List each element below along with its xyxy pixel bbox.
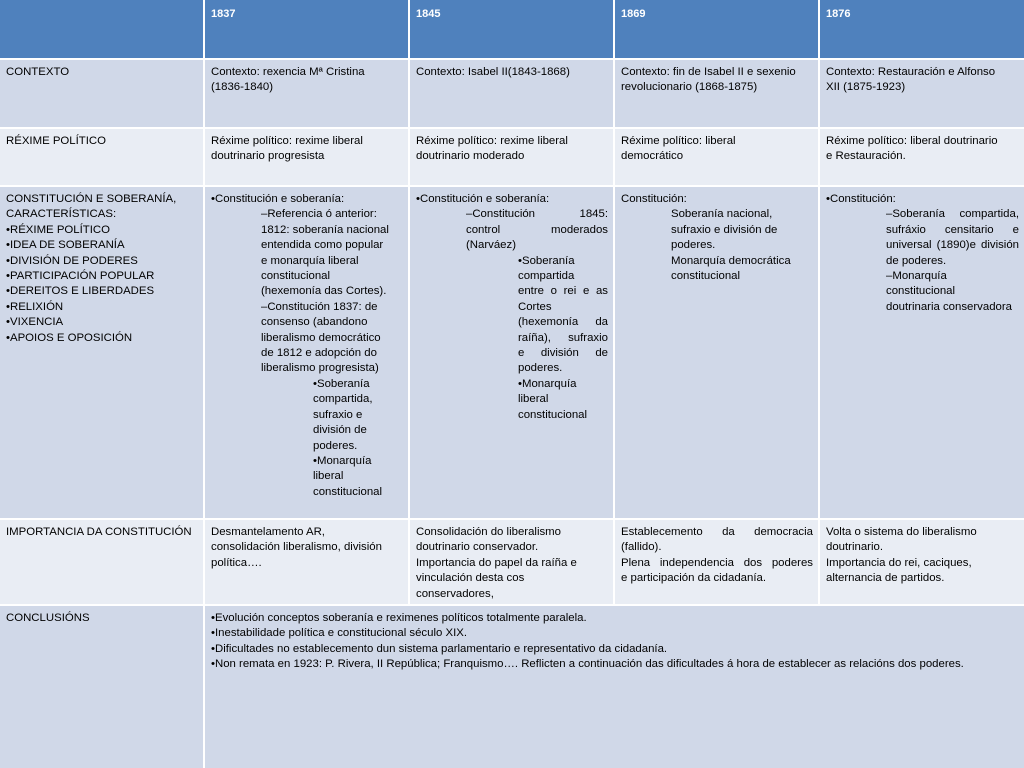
header-year	[820, 0, 1024, 58]
cell-line: Réxime político: liberal doutrinario	[826, 135, 998, 147]
table-cell	[615, 60, 818, 127]
cell-line: Importancia do papel da raíña e	[416, 556, 577, 569]
cell-line: –Constitución 1837: de	[261, 300, 378, 313]
cell-line: universal (1890)e división	[886, 239, 1019, 252]
header-year	[615, 0, 818, 58]
cell-line: •Dificultades no establecemento dun sistema parlamentario e representativo da cidadanía.	[211, 642, 668, 655]
table-cell	[615, 187, 818, 518]
cell-line: constitucional	[313, 485, 383, 498]
cell-line: Contexto: Isabel II(1843-1868)	[416, 66, 570, 78]
cell-line: •Constitución e soberanía:	[416, 193, 550, 205]
cell-line: –Soberanía compartida,	[886, 208, 1019, 221]
cell-line: doutrinario progresista	[211, 150, 325, 163]
cell-line: de poderes.	[886, 254, 947, 267]
cell-line: e Restauración.	[826, 150, 906, 163]
table-cell	[410, 129, 613, 185]
cell-line: sufraxio e	[313, 408, 363, 421]
cell-line: e participación da cidadanía.	[621, 572, 767, 585]
cell-line: liberalismo progresista)	[261, 362, 379, 375]
cell-line: •IDEA DE SOBERANÍA	[6, 239, 125, 252]
header-label: 1837	[211, 8, 236, 20]
cell-line: (Narváez)	[466, 239, 517, 252]
cell-line: •DIVISIÓN DE PODERES	[6, 254, 138, 267]
cell-line: constitucional	[261, 270, 331, 283]
cell-line: e división de	[518, 347, 608, 360]
cell-line: RÉXIME POLÍTICO	[6, 135, 107, 147]
cell-line: 1812: soberanía nacional	[261, 223, 389, 236]
cell-line: •APOIOS E OPOSICIÓN	[6, 331, 133, 344]
cell-line: revolucionario (1868-1875)	[621, 81, 758, 94]
cell-line: •Evolución conceptos soberanía e reximenes políticos totalmente paralela.	[211, 612, 587, 624]
header-label: 1869	[621, 8, 646, 20]
table-cell	[410, 187, 613, 518]
cell-line: constitucional	[671, 270, 741, 283]
table-cell	[615, 520, 818, 604]
cell-line: Réxime político: liberal	[621, 135, 736, 147]
cell-line: Plena independencia dos poderes	[621, 556, 813, 569]
cell-line: •Constitución e soberanía:	[211, 193, 345, 205]
table-cell	[820, 129, 1024, 185]
cell-line: Contexto: Restauración e Alfonso	[826, 66, 996, 78]
cell-line: •RÉXIME POLÍTICO	[6, 223, 110, 236]
cell-line: democrático	[621, 150, 684, 163]
cell-line: consolidación liberalismo, división	[211, 541, 382, 554]
header-year	[410, 0, 613, 58]
cell-line: constitucional	[518, 408, 588, 421]
row-label	[0, 60, 203, 127]
cell-line: Consolidación do liberalismo	[416, 526, 561, 538]
cell-line: Importancia do rei, caciques,	[826, 556, 972, 569]
table-cell	[205, 187, 408, 518]
cell-line: política….	[211, 556, 262, 569]
table-cell	[410, 60, 613, 127]
cell-line: liberalismo democrático	[261, 331, 381, 344]
cell-line: e monarquía liberal	[261, 254, 359, 267]
table-cell	[205, 129, 408, 185]
cell-line: (hexemonía das Cortes).	[261, 285, 387, 298]
table-cell	[615, 129, 818, 185]
cell-line: Contexto: fin de Isabel II e sexenio	[621, 66, 796, 78]
header-label: 1845	[416, 8, 441, 20]
cell-line: •Soberanía	[518, 254, 575, 267]
cell-line: (hexemonía da	[518, 316, 608, 329]
cell-line: –Referencia ó anterior:	[261, 208, 377, 221]
cell-line: liberal	[313, 470, 344, 483]
cell-line: Monarquía democrática	[671, 254, 791, 267]
cell-line: •Constitución:	[826, 193, 896, 205]
cell-line: Desmantelamento AR,	[211, 526, 325, 538]
header-year	[205, 0, 408, 58]
cell-line: doutrinario.	[826, 541, 883, 554]
cell-line: control moderados	[466, 223, 608, 236]
table-cell	[820, 520, 1024, 604]
cell-line: consenso (abandono	[261, 316, 368, 329]
cell-line: Réxime político: rexime liberal	[211, 135, 363, 147]
cell-line: –Monarquía	[886, 270, 947, 283]
row-label	[0, 187, 203, 518]
cell-line: sufráxio censitario e	[886, 223, 1019, 236]
cell-line: Constitución:	[621, 193, 687, 205]
cell-line: Soberanía nacional,	[671, 208, 773, 221]
cell-line: compartida	[518, 270, 575, 283]
cell-line: poderes.	[313, 439, 358, 452]
table-cell	[820, 60, 1024, 127]
cell-line: entendida como popular	[261, 239, 384, 252]
cell-line: liberal	[518, 393, 549, 406]
table-cell	[205, 520, 408, 604]
header-corner	[0, 0, 203, 58]
cell-line: XII (1875-1923)	[826, 81, 906, 94]
cell-line: (1836-1840)	[211, 81, 274, 94]
cell-line: •Non remata en 1923: P. Rivera, II República; Franquismo…. Reflicten a continuación das dificultades á hora de establecer as relacións dos poderes.	[211, 658, 964, 671]
table-cell	[820, 187, 1024, 518]
cell-line: doutrinario conservador.	[416, 541, 539, 554]
cell-line: •VIXENCIA	[6, 316, 64, 329]
cell-line: entre o rei e as	[518, 285, 608, 298]
cell-line: •PARTICIPACIÓN POPULAR	[6, 270, 155, 283]
cell-line: de 1812 e adopción do	[261, 347, 377, 360]
cell-line: •Inestabilidade política e constitucional século XIX.	[211, 627, 468, 640]
cell-line: –Constitución 1845:	[466, 208, 608, 221]
cell-line: Establecemento da democracia	[621, 526, 813, 538]
row-label	[0, 520, 203, 604]
cell-line: •Soberanía	[313, 377, 370, 390]
cell-line: doutrinaria conservadora	[886, 300, 1013, 313]
cell-line: doutrinario moderado	[416, 150, 525, 163]
cell-line: CONCLUSIÓNS	[6, 612, 90, 624]
cell-line: •DEREITOS E LIBERDADES	[6, 285, 155, 298]
cell-line: Contexto: rexencia Mª Cristina	[211, 66, 365, 78]
cell-line: Cortes	[518, 300, 552, 313]
cell-line: •Monarquía	[518, 377, 577, 390]
cell-line: •RELIXIÓN	[6, 300, 64, 313]
cell-line: raíña), sufraxio	[518, 331, 608, 344]
table-cell	[205, 60, 408, 127]
cell-line: alternancia de partidos.	[826, 572, 945, 585]
cell-line: Volta o sistema do liberalismo	[826, 526, 977, 538]
header-label: 1876	[826, 8, 851, 20]
cell-line: compartida,	[313, 393, 373, 406]
cell-line: CONSTITUCIÓN E SOBERANÍA,	[6, 193, 177, 205]
cell-line: constitucional	[886, 285, 956, 298]
conclusions-cell	[205, 606, 1024, 768]
row-label	[0, 129, 203, 185]
cell-line: Réxime político: rexime liberal	[416, 135, 568, 147]
cell-line: vinculación desta cos	[416, 572, 525, 585]
cell-line: sufraxio e división de	[671, 223, 778, 236]
cell-line: CARACTERÍSTICAS:	[6, 208, 117, 221]
cell-line: poderes.	[671, 239, 716, 252]
cell-line: poderes.	[518, 362, 563, 375]
cell-line: (fallido).	[621, 541, 662, 554]
cell-line: IMPORTANCIA DA CONSTITUCIÓN	[6, 526, 192, 538]
cell-line: conservadores,	[416, 587, 494, 600]
table-cell	[410, 520, 613, 604]
row-label	[0, 606, 203, 768]
cell-line: división de	[313, 424, 367, 437]
cell-line: •Monarquía	[313, 454, 372, 467]
cell-line: CONTEXTO	[6, 66, 70, 78]
